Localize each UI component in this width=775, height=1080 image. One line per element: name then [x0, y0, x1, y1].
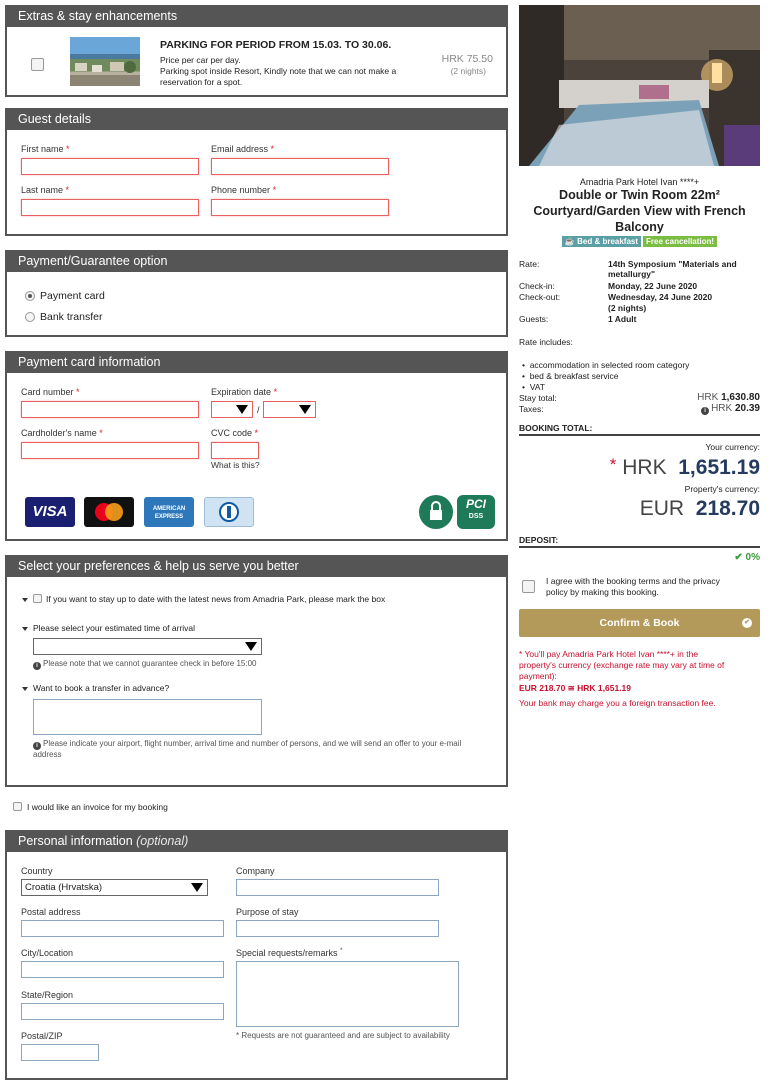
pci-text: PCI	[465, 497, 486, 511]
confirm-label: Confirm & Book	[599, 617, 680, 629]
dss-text: DSS	[468, 513, 484, 520]
stay-total-value: HRK 1,630.80	[697, 392, 760, 403]
payment-card-radio[interactable]	[25, 291, 35, 301]
phone-field[interactable]	[211, 199, 389, 216]
email-field[interactable]	[211, 158, 389, 175]
stay-total-label: Stay total:	[519, 393, 557, 403]
include-item: • bed & breakfast service	[522, 371, 619, 381]
expiration-label: Expiration date *	[211, 387, 278, 397]
taxes-value: i HRK 20.39	[701, 403, 760, 415]
exp-year-select[interactable]	[263, 401, 316, 418]
agree-checkbox[interactable]	[522, 580, 535, 593]
company-label: Company	[236, 866, 275, 876]
room-name-2: Courtyard/Garden View with French	[533, 204, 746, 218]
preferences-title: Select your preferences & help us serve you better	[5, 555, 508, 577]
checkout-value: Wednesday, 24 June 2020	[608, 292, 713, 302]
parking-desc2: Parking spot inside Resort, Kindly note that we can not make a	[160, 66, 397, 76]
chevron-down-icon	[299, 405, 311, 414]
info-icon: i	[33, 742, 41, 750]
rate-value-2: metallurgy"	[608, 269, 656, 279]
invoice-label[interactable]: I would like an invoice for my booking	[27, 802, 168, 812]
card-number-field[interactable]	[21, 401, 199, 418]
check-circle-icon: ✔	[742, 618, 752, 628]
special-note: * Requests are not guaranteed and are subject to availability	[236, 1031, 450, 1040]
property-currency-label: Property's currency:	[684, 484, 760, 494]
parking-desc1: Price per car per day.	[160, 55, 241, 65]
agree-text-1: I agree with the booking terms and the privacy	[546, 576, 720, 586]
chevron-down-icon	[191, 883, 203, 892]
bank-note: Your bank may charge you a foreign transaction fee.	[519, 698, 716, 708]
amex-logo: AMERICAN EXPRESS	[144, 497, 194, 527]
card-number-label: Card number *	[21, 387, 80, 397]
rate-includes: Rate includes:	[519, 337, 573, 347]
hotel-name: Amadria Park Hotel Ivan ****+	[579, 177, 700, 187]
total-eur: EUR 218.70	[639, 497, 760, 520]
diners-logo	[204, 497, 254, 527]
visa-logo: VISA	[25, 497, 75, 527]
last-name-label: Last name *	[21, 185, 70, 195]
arrival-select[interactable]	[33, 638, 262, 655]
state-field[interactable]	[21, 1003, 224, 1020]
parking-checkbox[interactable]	[31, 58, 44, 71]
first-name-field[interactable]	[21, 158, 199, 175]
chevron-down-icon	[236, 405, 248, 414]
purpose-field[interactable]	[236, 920, 439, 937]
city-label: City/Location	[21, 948, 74, 958]
newsletter-label[interactable]: If you want to stay up to date with the latest news from Amadria Park, please mark the box	[46, 594, 386, 604]
country-label: Country	[21, 866, 53, 876]
personal-panel	[5, 830, 508, 1080]
guest-title: Guest details	[5, 108, 508, 130]
guests-value: 1 Adult	[608, 314, 637, 324]
rate-value-1: 14th Symposium "Materials and	[608, 259, 737, 269]
parking-image	[70, 37, 140, 86]
bank-transfer-label[interactable]: Bank transfer	[40, 311, 103, 323]
phone-label: Phone number *	[211, 185, 277, 195]
pay-conversion: EUR 218.70 ≅ HRK 1,651.19	[519, 683, 632, 693]
country-select[interactable]: Croatia (Hrvatska)	[21, 879, 208, 896]
check-icon: ✔	[734, 552, 743, 563]
deposit-value: ✔ 0%	[734, 552, 760, 563]
mastercard-logo	[84, 497, 134, 527]
badges	[519, 236, 760, 247]
pay-note-1: * You'll pay Amadria Park Hotel Ivan ****+ in the	[519, 649, 699, 659]
transfer-note: i Please indicate your airport, flight number, arrival time and number of persons, and we will send an offer to your e-mail	[33, 739, 461, 750]
newsletter-checkbox[interactable]	[33, 594, 42, 603]
extras-title: Extras & stay enhancements	[5, 5, 508, 27]
purpose-label: Purpose of stay	[236, 907, 299, 917]
preferences-panel	[5, 555, 508, 787]
booking-total-label: BOOKING TOTAL:	[519, 423, 593, 433]
taxes-label: Taxes:	[519, 404, 544, 414]
breakfast-badge: ☕ Bed & breakfast	[562, 236, 641, 247]
your-currency-label: Your currency:	[705, 442, 760, 452]
info-icon[interactable]: i	[701, 407, 709, 415]
holder-label: Cardholder's name *	[21, 428, 103, 438]
checkin-value: Monday, 22 June 2020	[608, 281, 698, 291]
company-field[interactable]	[236, 879, 439, 896]
agree-text-2: policy by making this booking.	[546, 587, 659, 597]
transfer-label: Want to book a transfer in advance?	[33, 683, 170, 693]
payment-option-panel	[5, 250, 508, 337]
divider	[519, 434, 760, 436]
cancellation-badge: Free cancellation!	[643, 236, 717, 247]
state-label: State/Region	[21, 990, 74, 1000]
arrival-label: Please select your estimated time of arrival	[33, 623, 196, 633]
cvc-help-link[interactable]: What is this?	[211, 460, 260, 470]
guest-panel	[5, 108, 508, 236]
invoice-checkbox[interactable]	[13, 802, 22, 811]
zip-field[interactable]	[21, 1044, 99, 1061]
guests-label: Guests:	[519, 314, 549, 324]
postal-address-field[interactable]	[21, 920, 224, 937]
room-name-1: Double or Twin Room 22m²	[559, 188, 720, 202]
postal-address-label: Postal address	[21, 907, 81, 917]
parking-price: HRK 75.50	[441, 53, 493, 65]
exp-month-select[interactable]	[211, 401, 253, 418]
pci-dss-logo	[457, 495, 495, 529]
secure-badge-icon	[419, 495, 453, 529]
transfer-textarea[interactable]	[33, 699, 262, 735]
include-item: • VAT	[522, 382, 545, 392]
parking-desc3: reservation for a spot.	[160, 77, 243, 87]
rate-label: Rate:	[519, 259, 540, 269]
caret-icon	[22, 687, 28, 691]
room-name-3: Balcony	[615, 220, 664, 234]
cvc-label: CVC code *	[211, 428, 259, 438]
exp-slash: /	[257, 405, 260, 415]
confirm-book-button[interactable]	[519, 609, 760, 637]
special-label: Special requests/remarks *	[236, 948, 343, 958]
info-icon: i	[33, 662, 41, 670]
cvc-field[interactable]	[211, 442, 259, 459]
parking-nights: (2 nights)	[450, 66, 486, 76]
personal-title: Personal information (optional)	[5, 830, 508, 852]
card-info-panel	[5, 351, 508, 541]
transfer-note2: address	[33, 750, 62, 759]
checkout-label: Check-out:	[519, 292, 561, 302]
checkin-label: Check-in:	[519, 281, 555, 291]
pay-note-3: payment):	[519, 671, 557, 681]
special-textarea[interactable]	[236, 961, 459, 1027]
pay-note-2: property's currency (exchange rate may vary at time of	[519, 660, 725, 670]
email-label: Email address *	[211, 144, 275, 154]
deposit-label: DEPOSIT:	[519, 535, 559, 545]
last-name-field[interactable]	[21, 199, 199, 216]
total-hrk: * HRK 1,651.19	[609, 455, 760, 479]
caret-icon	[22, 598, 28, 602]
nights-value: (2 nights)	[608, 303, 647, 313]
first-name-label: First name *	[21, 144, 70, 154]
card-info-title: Payment card information	[5, 351, 508, 373]
zip-label: Postal/ZIP	[21, 1031, 63, 1041]
holder-field[interactable]	[21, 442, 199, 459]
payment-card-label[interactable]: Payment card	[40, 290, 105, 302]
coffee-icon: ☕	[564, 237, 575, 246]
payment-option-title: Payment/Guarantee option	[5, 250, 508, 272]
caret-icon	[22, 627, 28, 631]
divider	[519, 546, 760, 548]
extras-panel	[5, 5, 508, 97]
bank-transfer-radio[interactable]	[25, 312, 35, 322]
city-field[interactable]	[21, 961, 224, 978]
chevron-down-icon	[245, 642, 257, 651]
room-photo	[519, 5, 760, 166]
parking-title: PARKING FOR PERIOD FROM 15.03. TO 30.06.	[160, 39, 392, 51]
arrival-note: i Please note that we cannot guarantee check in before 15:00	[33, 659, 256, 670]
include-item: • accommodation in selected room category	[522, 360, 690, 370]
